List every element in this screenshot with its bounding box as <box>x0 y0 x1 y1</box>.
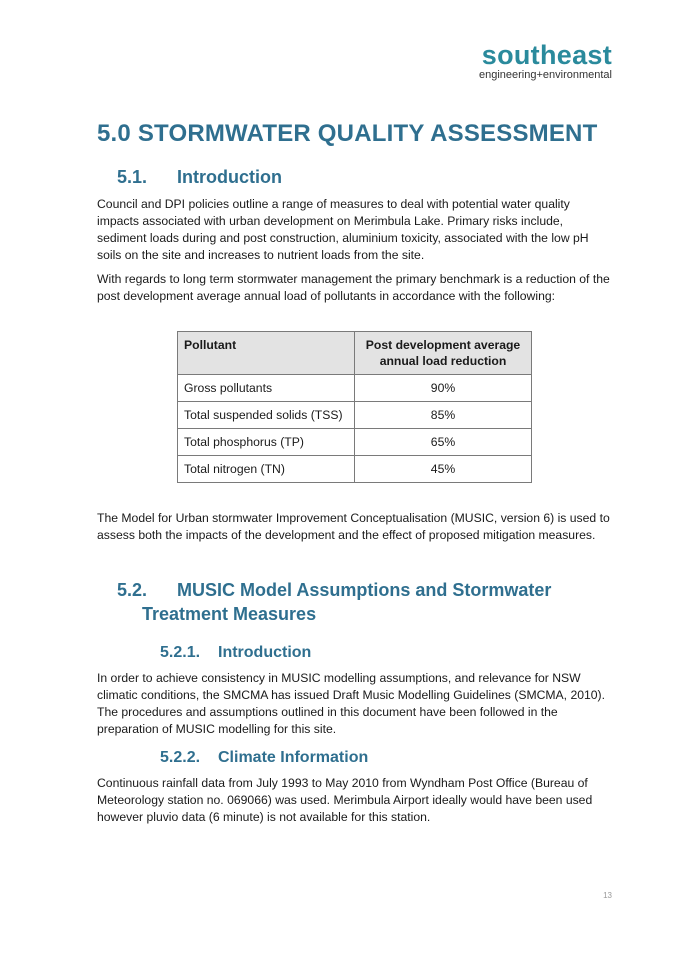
subsection-number: 5.2.1. <box>160 644 201 661</box>
table-cell-reduction: 65% <box>355 429 532 456</box>
table-cell-reduction: 90% <box>355 375 532 402</box>
intro-paragraph-2: With regards to long term stormwater management the primary benchmark is a reduction of the post development average annual load of pollutants in accordance with the following: <box>97 272 610 303</box>
section-heading-music <box>97 578 615 626</box>
section-title-line2: Treatment Measures <box>142 604 317 624</box>
subsection-number: 5.2.2. <box>160 749 201 766</box>
table-cell-pollutant: Gross pollutants <box>178 375 355 402</box>
section-heading-introduction <box>97 165 615 189</box>
table-header-cell: Post development average annual load reduction <box>355 332 532 375</box>
section-title-line1: MUSIC Model Assumptions and Stormwater <box>177 580 552 600</box>
page-title: 5.0 STORMWATER QUALITY ASSESSMENT <box>97 120 598 147</box>
table-row <box>178 456 532 483</box>
table-cell-reduction: 45% <box>355 456 532 483</box>
intro-paragraph-1: Council and DPI policies outline a range of measures to deal with potential water quality impacts associated with urban development on Merimbula Lake. Primary risks include, sediment loads during and post construction, aluminium toxicity, associated with the low pH soils on the site and increases to nutrient loads from the site. <box>97 197 589 262</box>
music-paragraph: The Model for Urban stormwater Improvement Conceptualisation (MUSIC, version 6) is used to assess both the impacts of the development and the effect of proposed mitigation measures. <box>97 511 610 542</box>
table-cell-pollutant: Total suspended solids (TSS) <box>178 402 355 429</box>
logo-name: southeast <box>481 40 612 70</box>
table-row <box>178 429 532 456</box>
logo-tagline: engineering+environmental <box>478 69 612 81</box>
company-logo <box>479 40 612 81</box>
table-row <box>178 402 532 429</box>
subsection-climate-text: Continuous rainfall data from July 1993 to May 2010 from Wyndham Post Office (Bureau of Meteorology station no. 069066) was used. Merimbula Airport ideally would have been used however pluvio data (6 minute) is not available for this station. <box>97 776 593 824</box>
table-header-row <box>178 332 532 375</box>
subsection-title: Introduction <box>218 644 312 661</box>
table-cell-pollutant: Total phosphorus (TP) <box>178 429 355 456</box>
subsection-heading-climate <box>97 747 615 769</box>
page-number: 13 <box>603 891 612 900</box>
table-cell-pollutant: Total nitrogen (TN) <box>178 456 355 483</box>
table-header-cell: Pollutant <box>178 332 355 375</box>
table-row <box>178 375 532 402</box>
subsection-introduction-text: In order to achieve consistency in MUSIC modelling assumptions, and relevance for NSW climatic conditions, the SMCMA has issued Draft Music Modelling Guidelines (SMCMA, 2010). The procedures and assumptions outlined in this document have been followed in the preparation of MUSIC modelling for this site. <box>97 671 606 736</box>
section-number: 5.1. <box>117 167 148 187</box>
document-body <box>97 116 615 826</box>
section-number: 5.2. <box>117 580 148 600</box>
section-title: Introduction <box>177 167 282 187</box>
table-cell-reduction: 85% <box>355 402 532 429</box>
subsection-title: Climate Information <box>218 749 369 766</box>
pollutant-reduction-table <box>177 331 532 483</box>
subsection-heading-introduction <box>97 642 615 664</box>
